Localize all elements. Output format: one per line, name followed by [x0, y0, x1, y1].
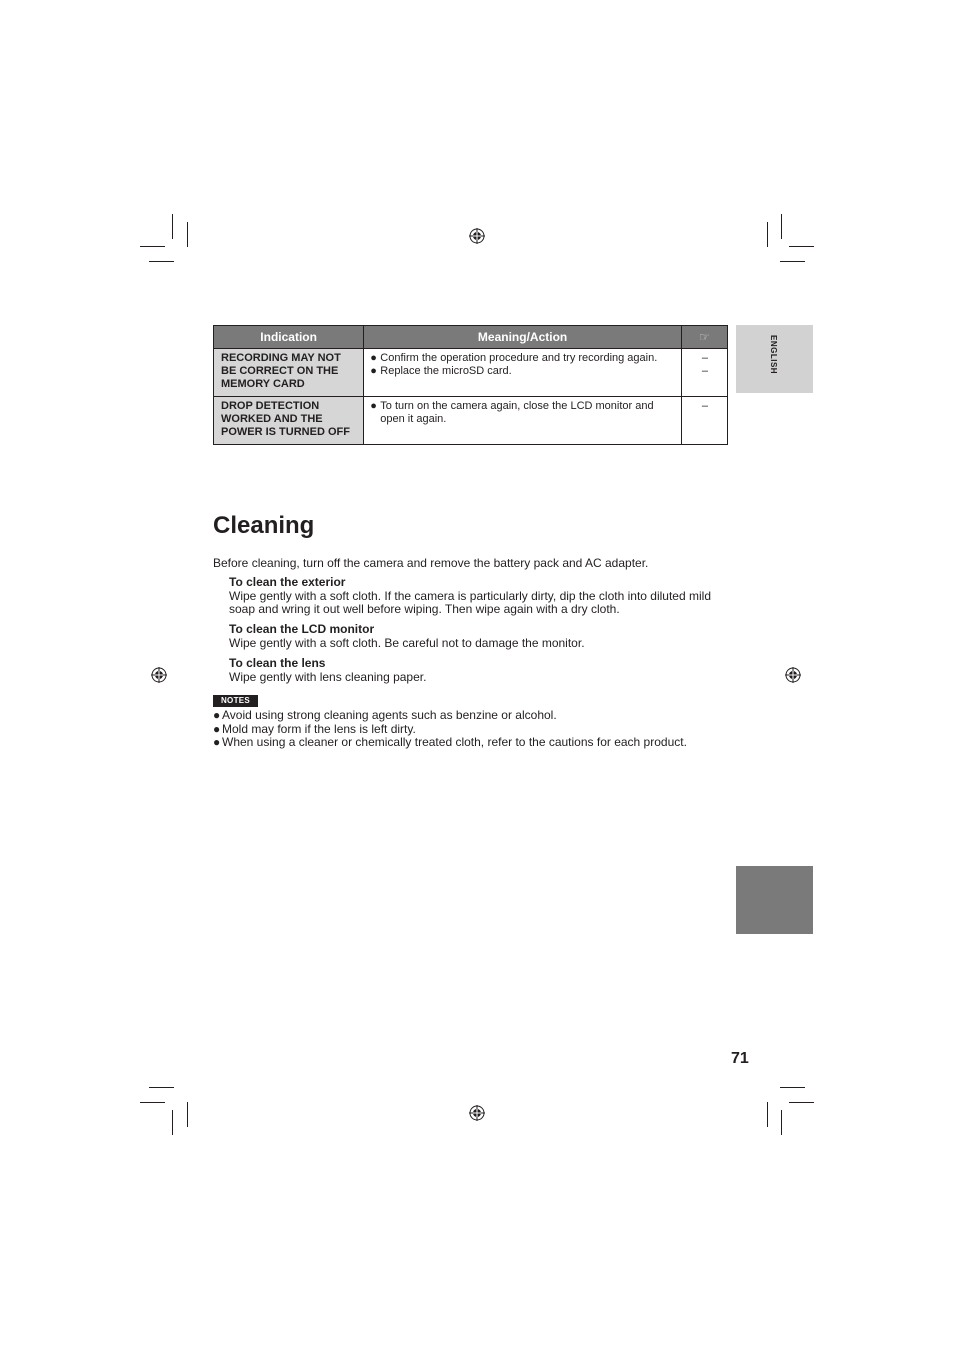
action-item: ● Confirm the operation procedure and try recording again.	[370, 352, 658, 364]
reference-cell: – –	[681, 349, 727, 397]
registration-mark-icon	[785, 667, 801, 683]
crop-mark	[780, 1087, 805, 1088]
cleaning-item-text: Wipe gently with a soft cloth. Be careful not to damage the monitor.	[229, 635, 585, 650]
crop-mark	[789, 246, 814, 247]
bullet-icon: ●	[213, 721, 221, 736]
action-item: ● To turn on the camera again, close the LCD monitor and open it again.	[370, 400, 654, 425]
crop-mark	[140, 246, 165, 247]
language-tab	[736, 325, 813, 393]
indication-header: Indication	[214, 326, 364, 349]
troubleshooting-table	[213, 325, 728, 445]
crop-mark	[149, 261, 174, 262]
cleaning-item-lens	[229, 657, 719, 684]
cleaning-item-lcd	[229, 623, 719, 650]
crop-mark	[781, 1110, 782, 1135]
crop-mark	[780, 261, 805, 262]
crop-mark	[172, 214, 173, 239]
cleaning-item-heading: To clean the LCD monitor	[229, 622, 375, 636]
crop-mark	[767, 222, 768, 247]
bullet-icon: ●	[370, 352, 377, 364]
language-tab-label: ENGLISH	[769, 335, 778, 375]
table-row	[214, 397, 728, 445]
crop-mark	[767, 1102, 768, 1127]
meaning-cell	[364, 397, 682, 445]
table-header-row	[214, 326, 728, 349]
reference-page-icon: ☞	[681, 326, 727, 349]
crop-mark	[140, 1102, 165, 1103]
crop-mark	[187, 1102, 188, 1127]
list-item: ● Mold may form if the lens is left dirty.	[213, 721, 416, 736]
cleaning-item-heading: To clean the lens	[229, 656, 326, 670]
cleaning-item-text: Wipe gently with lens cleaning paper.	[229, 669, 427, 684]
section-tab	[736, 866, 813, 934]
crop-mark	[172, 1110, 173, 1135]
registration-mark-icon	[151, 667, 167, 683]
table-row	[214, 349, 728, 397]
registration-mark-icon	[469, 1105, 485, 1121]
cleaning-item-text: Wipe gently with a soft cloth. If the camera is particularly dirty, dip the cloth into diluted mild soap and wring it out well before wiping. Then wipe again with a dry cloth.	[229, 588, 711, 617]
crop-mark	[149, 1087, 174, 1088]
bullet-icon: ●	[370, 365, 377, 377]
intro-text: Before cleaning, turn off the camera and remove the battery pack and AC adapter.	[213, 556, 649, 570]
page-number: 71	[731, 1050, 749, 1067]
notes-badge: NOTES	[213, 695, 258, 707]
notes-list	[213, 709, 687, 750]
bullet-icon: ●	[213, 708, 221, 722]
indication-cell: DROP DETECTION WORKED AND THE POWER IS TURNED OFF	[214, 397, 364, 445]
page-title: Cleaning	[213, 512, 315, 539]
meaning-cell	[364, 349, 682, 397]
registration-mark-icon	[469, 228, 485, 244]
bullet-icon: ●	[370, 400, 377, 412]
bullet-icon: ●	[213, 735, 221, 749]
reference-cell: –	[681, 397, 727, 445]
indication-cell: RECORDING MAY NOT BE CORRECT ON THE MEMORY CARD	[214, 349, 364, 397]
crop-mark	[781, 214, 782, 239]
cleaning-item-heading: To clean the exterior	[229, 575, 346, 589]
meaning-header: Meaning/Action	[364, 326, 682, 349]
cleaning-item-exterior	[229, 576, 719, 617]
list-item: ● When using a cleaner or chemically treated cloth, refer to the cautions for each product.	[213, 735, 687, 749]
crop-mark	[789, 1102, 814, 1103]
list-item: ● Avoid using strong cleaning agents such as benzine or alcohol.	[213, 708, 557, 722]
action-item: ● Replace the microSD card.	[370, 365, 512, 377]
crop-mark	[187, 222, 188, 247]
